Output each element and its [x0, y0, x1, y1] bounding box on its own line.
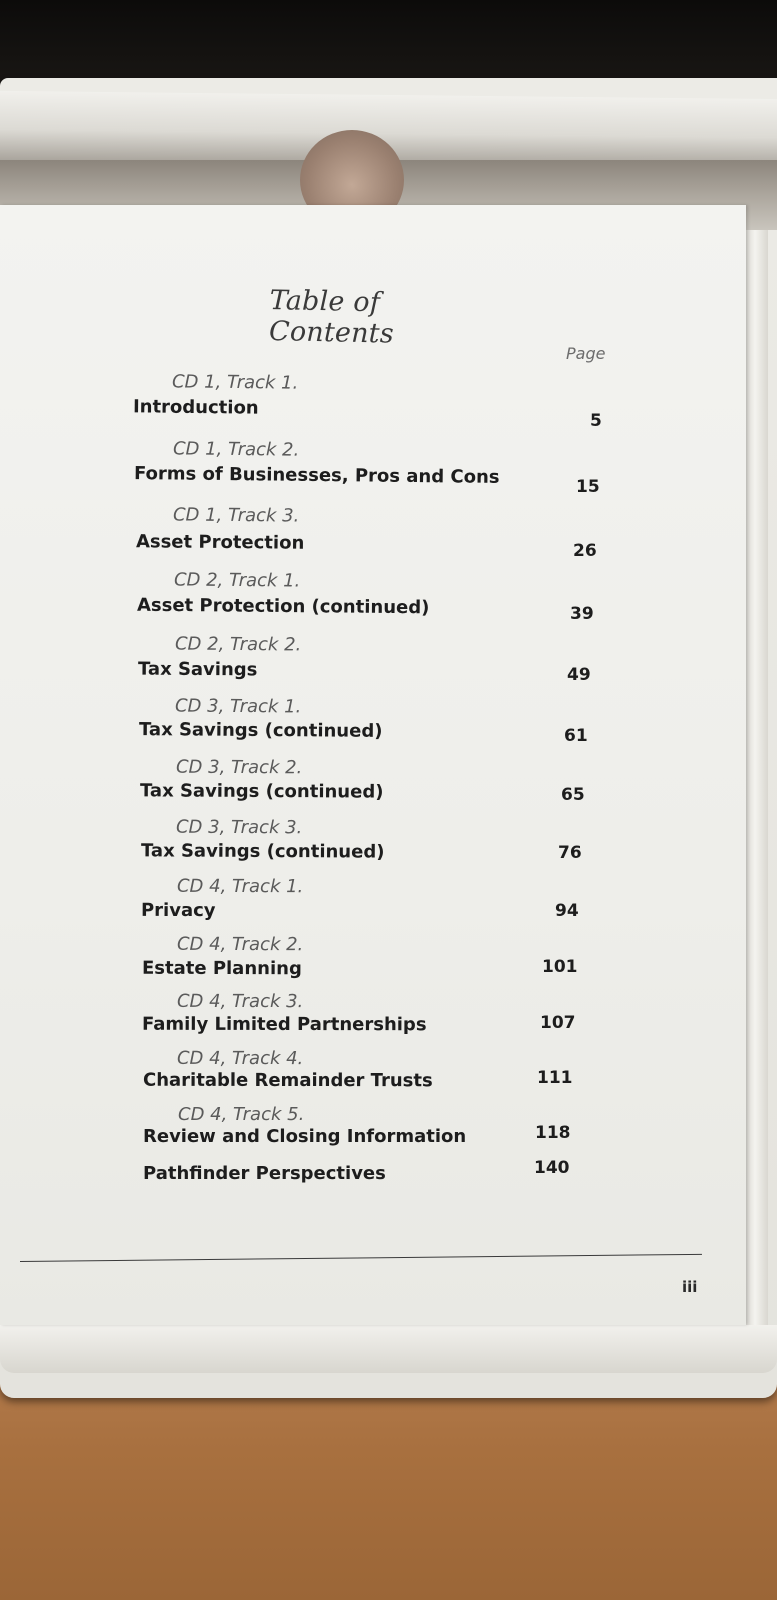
- toc-heading: Asset Protection (continued): [136, 594, 430, 619]
- footer-page-number: iii: [682, 1278, 698, 1296]
- toc-page-number: 26: [573, 541, 597, 561]
- toc-heading: Estate Planning: [141, 957, 302, 980]
- toc-heading: Tax Savings: [137, 658, 258, 681]
- binder-bottom-lip: [0, 1325, 777, 1373]
- toc-heading: Tax Savings (continued): [140, 840, 385, 863]
- page-title: Table of Contents: [268, 285, 395, 350]
- track-label: CD 4, Track 4.: [176, 1047, 304, 1070]
- track-label: CD 3, Track 2.: [175, 756, 303, 779]
- toc-heading: Asset Protection: [135, 531, 305, 554]
- toc-page-number: 5: [590, 411, 602, 431]
- toc-heading: Privacy: [140, 899, 216, 922]
- track-label: CD 3, Track 1.: [174, 695, 302, 718]
- track-label: CD 2, Track 1.: [173, 569, 301, 592]
- toc-page-number: 111: [537, 1068, 573, 1088]
- toc-page-number: 15: [576, 477, 600, 497]
- track-label: CD 4, Track 5.: [178, 1104, 305, 1125]
- toc-page-number: 76: [558, 843, 582, 863]
- track-label: CD 1, Track 3.: [172, 504, 300, 527]
- toc-page-number: 65: [561, 785, 585, 805]
- track-label: CD 4, Track 3.: [176, 990, 304, 1013]
- track-label: CD 1, Track 1.: [171, 371, 299, 394]
- toc-heading: Forms of Businesses, Pros and Cons: [133, 463, 500, 488]
- toc-heading: Tax Savings (continued): [139, 780, 384, 803]
- track-label: CD 2, Track 2.: [174, 633, 302, 656]
- toc-page-number: 94: [555, 901, 579, 921]
- page-column-label: Page: [566, 344, 606, 363]
- toc-page-number: 107: [540, 1013, 576, 1033]
- track-label: CD 4, Track 1.: [176, 875, 304, 898]
- toc-heading: Tax Savings (continued): [138, 719, 383, 742]
- track-label: CD 3, Track 3.: [175, 816, 303, 839]
- toc-page-number: 49: [567, 665, 591, 685]
- toc-heading: Introduction: [132, 396, 259, 419]
- toc-heading: Charitable Remainder Trusts: [142, 1069, 433, 1092]
- track-label: CD 1, Track 2.: [172, 438, 300, 461]
- toc-heading: Family Limited Partnerships: [141, 1013, 427, 1036]
- toc-page-number: 140: [534, 1158, 570, 1178]
- toc-heading: Pathfinder Perspectives: [143, 1163, 386, 1184]
- toc-page-number: 61: [564, 726, 588, 746]
- track-label: CD 4, Track 2.: [176, 933, 304, 956]
- toc-page-number: 39: [570, 604, 594, 624]
- toc-page-number: 101: [542, 957, 578, 977]
- toc-page-number: 118: [535, 1123, 571, 1143]
- document-page: [0, 205, 746, 1325]
- toc-heading: Review and Closing Information: [143, 1126, 467, 1147]
